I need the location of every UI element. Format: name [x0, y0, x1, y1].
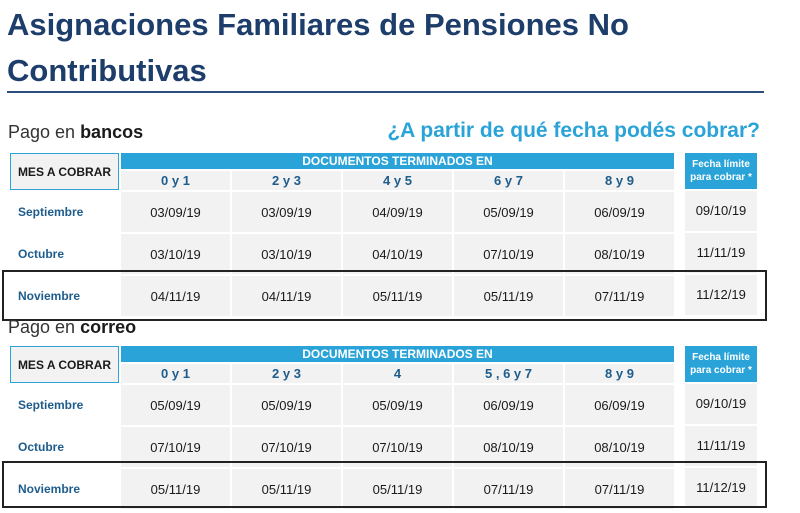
limit-header: Fecha límite para cobrar *	[685, 346, 757, 382]
documentos-header: DOCUMENTOS TERMINADOS EN	[121, 346, 674, 362]
limit-header: Fecha límite para cobrar *	[685, 153, 757, 189]
noviembre-highlight-box	[2, 461, 767, 508]
month-label: Noviembre	[10, 276, 119, 316]
column-header: 2 y 3	[232, 171, 341, 190]
limit-date: 09/10/19	[685, 384, 757, 424]
documentos-header: DOCUMENTOS TERMINADOS EN	[121, 153, 674, 169]
date-cell: 07/11/19	[565, 276, 674, 316]
limit-date: 11/12/19	[685, 468, 757, 508]
date-cell: 07/11/19	[565, 469, 674, 509]
column-header: 0 y 1	[121, 364, 230, 383]
date-cell: 04/09/19	[343, 192, 452, 232]
mes-a-cobrar-header: MES A COBRAR	[10, 153, 119, 190]
date-cell: 07/10/19	[454, 234, 563, 274]
column-header: 4	[343, 364, 452, 383]
month-label: Noviembre	[10, 469, 119, 509]
column-header: 5 , 6 y 7	[454, 364, 563, 383]
date-cell: 07/10/19	[343, 427, 452, 467]
date-cell: 07/10/19	[121, 427, 230, 467]
column-header: 6 y 7	[454, 171, 563, 190]
limit-date: 09/10/19	[685, 191, 757, 231]
section-label-bold: bancos	[80, 122, 144, 142]
month-label: Octubre	[10, 234, 119, 274]
column-header: 8 y 9	[565, 171, 674, 190]
date-cell: 05/11/19	[121, 469, 230, 509]
date-cell: 06/09/19	[565, 192, 674, 232]
month-label: Septiembre	[10, 385, 119, 425]
noviembre-highlight-box	[2, 270, 767, 321]
date-cell: 05/09/19	[232, 385, 341, 425]
date-cell: 05/11/19	[232, 469, 341, 509]
mes-a-cobrar-header: MES A COBRAR	[10, 346, 119, 383]
date-cell: 04/11/19	[121, 276, 230, 316]
date-cell: 05/09/19	[454, 192, 563, 232]
date-cell: 07/11/19	[454, 469, 563, 509]
column-header: 4 y 5	[343, 171, 452, 190]
limit-date: 11/12/19	[685, 275, 757, 315]
date-cell: 06/09/19	[454, 385, 563, 425]
section-label-bancos	[8, 122, 143, 143]
date-cell: 03/09/19	[232, 192, 341, 232]
date-cell: 05/09/19	[343, 385, 452, 425]
table-row	[10, 234, 674, 274]
table-row	[10, 385, 674, 425]
date-cell: 05/11/19	[343, 469, 452, 509]
date-cell: 04/11/19	[232, 276, 341, 316]
month-label: Septiembre	[10, 192, 119, 232]
date-cell: 05/09/19	[121, 385, 230, 425]
month-label: Octubre	[10, 427, 119, 467]
section-label-prefix: Pago en	[8, 317, 81, 337]
date-cell: 07/10/19	[232, 427, 341, 467]
column-header: 2 y 3	[232, 364, 341, 383]
date-cell: 03/10/19	[121, 234, 230, 274]
date-cell: 05/11/19	[454, 276, 563, 316]
date-cell: 03/10/19	[232, 234, 341, 274]
section-label-bold: correo	[80, 317, 137, 337]
date-cell: 08/10/19	[454, 427, 563, 467]
column-header: 0 y 1	[121, 171, 230, 190]
date-cell: 04/10/19	[343, 234, 452, 274]
cobro-question: ¿A partir de qué fecha podés cobrar?	[387, 119, 760, 142]
limit-date: 11/11/19	[685, 233, 757, 273]
title-divider	[7, 91, 764, 93]
date-cell: 06/09/19	[565, 385, 674, 425]
date-cell: 03/09/19	[121, 192, 230, 232]
section-label-prefix: Pago en	[8, 122, 81, 142]
limit-date: 11/11/19	[685, 426, 757, 466]
page-title: Asignaciones Familiares de Pensiones No Contributivas	[7, 7, 629, 88]
date-cell: 05/11/19	[343, 276, 452, 316]
table-row	[10, 192, 674, 232]
column-header: 8 y 9	[565, 364, 674, 383]
date-cell: 08/10/19	[565, 427, 674, 467]
date-cell: 08/10/19	[565, 234, 674, 274]
section-label-correo	[8, 317, 136, 338]
